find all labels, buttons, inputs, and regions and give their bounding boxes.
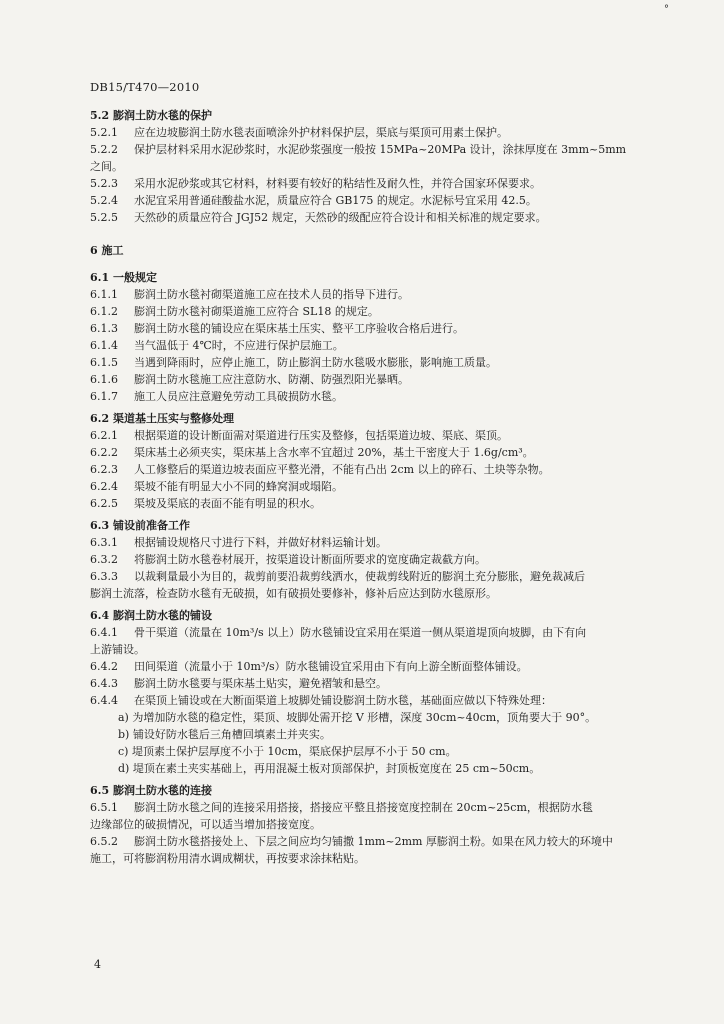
- clause-text: 膨润土防水毯的铺设应在渠床基土压实、整平工序验收合格后进行。: [134, 322, 464, 335]
- clause: [90, 427, 692, 444]
- clause-number: 6.4.2: [90, 660, 118, 673]
- clause-number: 6.2.4: [90, 480, 118, 493]
- clause: [90, 141, 692, 158]
- clause-text: 采用水泥砂浆或其它材料，材料要有较好的粘结性及耐久性，并符合国家环保要求。: [134, 177, 541, 190]
- clause-number: 6.5.1: [90, 801, 118, 814]
- list-item: [90, 743, 692, 760]
- clause-number: 6.4.3: [90, 677, 118, 690]
- clause: [90, 303, 692, 320]
- list-item: [90, 726, 692, 743]
- clause-text: 人工修整后的渠道边坡表面应平整光滑，不能有凸出 2cm 以上的碎石、土块等杂物。: [134, 463, 550, 476]
- clause: [90, 337, 692, 354]
- clause-number: 5.2.2: [90, 143, 118, 156]
- clause: [90, 658, 692, 675]
- clause-number: 6.3.3: [90, 570, 118, 583]
- clause: [90, 551, 692, 568]
- clause-text: 渠坡及渠底的表面不能有明显的积水。: [134, 497, 321, 510]
- clause: [90, 478, 692, 495]
- clause-text: 膨润土防水毯衬砌渠道施工应在技术人员的指导下进行。: [134, 288, 409, 301]
- clause-continuation: 上游铺设。: [90, 643, 145, 656]
- list-item-label: d): [118, 762, 130, 775]
- clause-text: 应在边坡膨润土防水毯表面喷涂外护材料保护层，渠底与渠顶可用素土保护。: [134, 126, 508, 139]
- clause-number: 6.2.5: [90, 497, 118, 510]
- clause-number: 5.2.4: [90, 194, 118, 207]
- clause-number: 5.2.5: [90, 211, 118, 224]
- clause: [90, 495, 692, 512]
- clause-continuation: 膨润土流落，检查防水毯有无破损，如有破损处要修补，修补后应达到防水毯原形。: [90, 587, 497, 600]
- clause-text: 以裁剩量最小为目的，裁剪前要沿裁剪线洒水，使裁剪线附近的膨润土充分膨胀，避免裁减后: [134, 570, 585, 583]
- clause-continuation: 边缘部位的破损情况，可以适当增加搭接宽度。: [90, 818, 321, 831]
- clause-number: 6.1.5: [90, 356, 118, 369]
- clause: [90, 192, 692, 209]
- list-item: [90, 760, 692, 777]
- clause: [90, 124, 692, 141]
- list-item-label: b): [118, 728, 130, 741]
- clause-number: 6.2.1: [90, 429, 118, 442]
- clause-text: 渠坡不能有明显大小不同的蜂窝洞或塌陷。: [134, 480, 343, 493]
- clause-number: 6.5.2: [90, 835, 118, 848]
- clause: [90, 534, 692, 551]
- clause: [90, 692, 692, 709]
- clause: [90, 568, 692, 585]
- document-body: [90, 102, 692, 867]
- clause: [90, 461, 692, 478]
- clause-number: 6.2.3: [90, 463, 118, 476]
- clause-text: 施工人员应注意避免劳动工具破损防水毯。: [134, 390, 343, 403]
- clause-number: 5.2.3: [90, 177, 118, 190]
- clause: [90, 209, 692, 226]
- chapter-title: 6 施工: [90, 244, 124, 257]
- clause-number: 5.2.1: [90, 126, 118, 139]
- clause-text: 膨润土防水毯施工应注意防水、防潮、防强烈阳光暴晒。: [134, 373, 409, 386]
- clause: [90, 371, 692, 388]
- clause-text: 膨润土防水毯之间的连接采用搭接，搭接应平整且搭接宽度控制在 20cm~25cm，根据防水毯: [134, 801, 593, 814]
- clause-text: 膨润土防水毯搭接处上、下层之间应均匀铺撒 1mm~2mm 厚膨润土粉。如果在风力较大的环境中: [134, 835, 613, 848]
- clause-text: 保护层材料采用水泥砂浆时，水泥砂浆强度一般按 15MPa~20MPa 设计，涂抹厚度在 3mm~5mm: [134, 143, 627, 156]
- clause-text: 渠床基土必须夹实，渠床基上含水率不宜超过 20%，基土干密度大于 1.6g/cm³。: [134, 446, 534, 459]
- clause-number: 6.1.2: [90, 305, 118, 318]
- clause-text: 将膨润土防水毯卷材展开，按渠道设计断面所要求的宽度确定裁截方向。: [134, 553, 486, 566]
- clause-continuation: 之间。: [90, 160, 123, 173]
- clause-text: 天然砂的质量应符合 JGJ52 规定，天然砂的级配应符合设计和相关标准的规定要求。: [134, 211, 547, 224]
- clause: [90, 799, 692, 816]
- document-id: DB15/T470—2010: [90, 80, 200, 94]
- clause-number: 6.3.1: [90, 536, 118, 549]
- list-item-label: c): [118, 745, 129, 758]
- clause: [90, 833, 692, 850]
- section-title: 6.4 膨润土防水毯的铺设: [90, 609, 212, 622]
- section-title: 6.2 渠道基土压实与整修处理: [90, 412, 234, 425]
- clause-text: 水泥宜采用普通硅酸盐水泥，质量应符合 GB175 的规定。水泥标号宜采用 42.5。: [134, 194, 537, 207]
- section-title: 5.2 膨润土防水毯的保护: [90, 109, 212, 122]
- corner-mark: °: [664, 4, 669, 15]
- list-item-text: 堤顶素土保护层厚度不小于 10cm，渠底保护层厚不小于 50 cm。: [131, 745, 457, 758]
- clause: [90, 320, 692, 337]
- clause: [90, 175, 692, 192]
- clause-number: 6.1.6: [90, 373, 118, 386]
- clause-text: 当遇到降雨时，应停止施工，防止膨润土防水毯吸水膨胀，影响施工质量。: [134, 356, 497, 369]
- list-item-text: 堤顶在素土夹实基础上，再用混凝土板对顶部保护，封顶板宽度在 25 cm~50cm。: [132, 762, 541, 775]
- clause-text: 当气温低于 4℃时，不应进行保护层施工。: [134, 339, 344, 352]
- clause-number: 6.4.1: [90, 626, 118, 639]
- clause-text: 膨润土防水毯要与渠床基土贴实，避免褶皱和悬空。: [134, 677, 387, 690]
- clause: [90, 388, 692, 405]
- clause-text: 在渠顶上铺设或在大断面渠道上坡脚处铺设膨润土防水毯，基础面应做以下特殊处理：: [134, 694, 552, 707]
- clause: [90, 444, 692, 461]
- clause-number: 6.1.7: [90, 390, 118, 403]
- clause-number: 6.1.4: [90, 339, 118, 352]
- clause-text: 田间渠道（流量小于 10m³/s）防水毯铺设宜采用由下有向上游全断面整体铺设。: [134, 660, 528, 673]
- list-item-text: 为增加防水毯的稳定性，渠顶、坡脚处需开挖 V 形槽，深度 30cm~40cm，顶角要大于 90°。: [132, 711, 597, 724]
- clause-number: 6.2.2: [90, 446, 118, 459]
- clause-text: 骨干渠道（流量在 10m³/s 以上）防水毯铺设宜采用在渠道一侧从渠道堤顶向坡脚，由下有向: [134, 626, 587, 639]
- clause-text: 根据铺设规格尺寸进行下料，并做好材料运输计划。: [134, 536, 387, 549]
- clause-number: 6.3.2: [90, 553, 118, 566]
- page-number: 4: [94, 958, 101, 971]
- list-item-label: a): [118, 711, 129, 724]
- section-title: 6.3 铺设前准备工作: [90, 519, 190, 532]
- clause-continuation: 施工，可将膨润粉用清水调成糊状，再按要求涂抹粘贴。: [90, 852, 365, 865]
- clause-text: 膨润土防水毯衬砌渠道施工应符合 SL18 的规定。: [134, 305, 379, 318]
- section-title: 6.1 一般规定: [90, 271, 157, 284]
- list-item: [90, 709, 692, 726]
- clause-number: 6.1.1: [90, 288, 118, 301]
- clause-number: 6.1.3: [90, 322, 118, 335]
- clause: [90, 624, 692, 641]
- clause-number: 6.4.4: [90, 694, 118, 707]
- list-item-text: 铺设好防水毯后三角槽回填素土并夹实。: [132, 728, 331, 741]
- clause: [90, 286, 692, 303]
- clause: [90, 675, 692, 692]
- clause-text: 根据渠道的设计断面需对渠道进行压实及整修，包括渠道边坡、渠底、渠顶。: [134, 429, 508, 442]
- section-title: 6.5 膨润土防水毯的连接: [90, 784, 212, 797]
- clause: [90, 354, 692, 371]
